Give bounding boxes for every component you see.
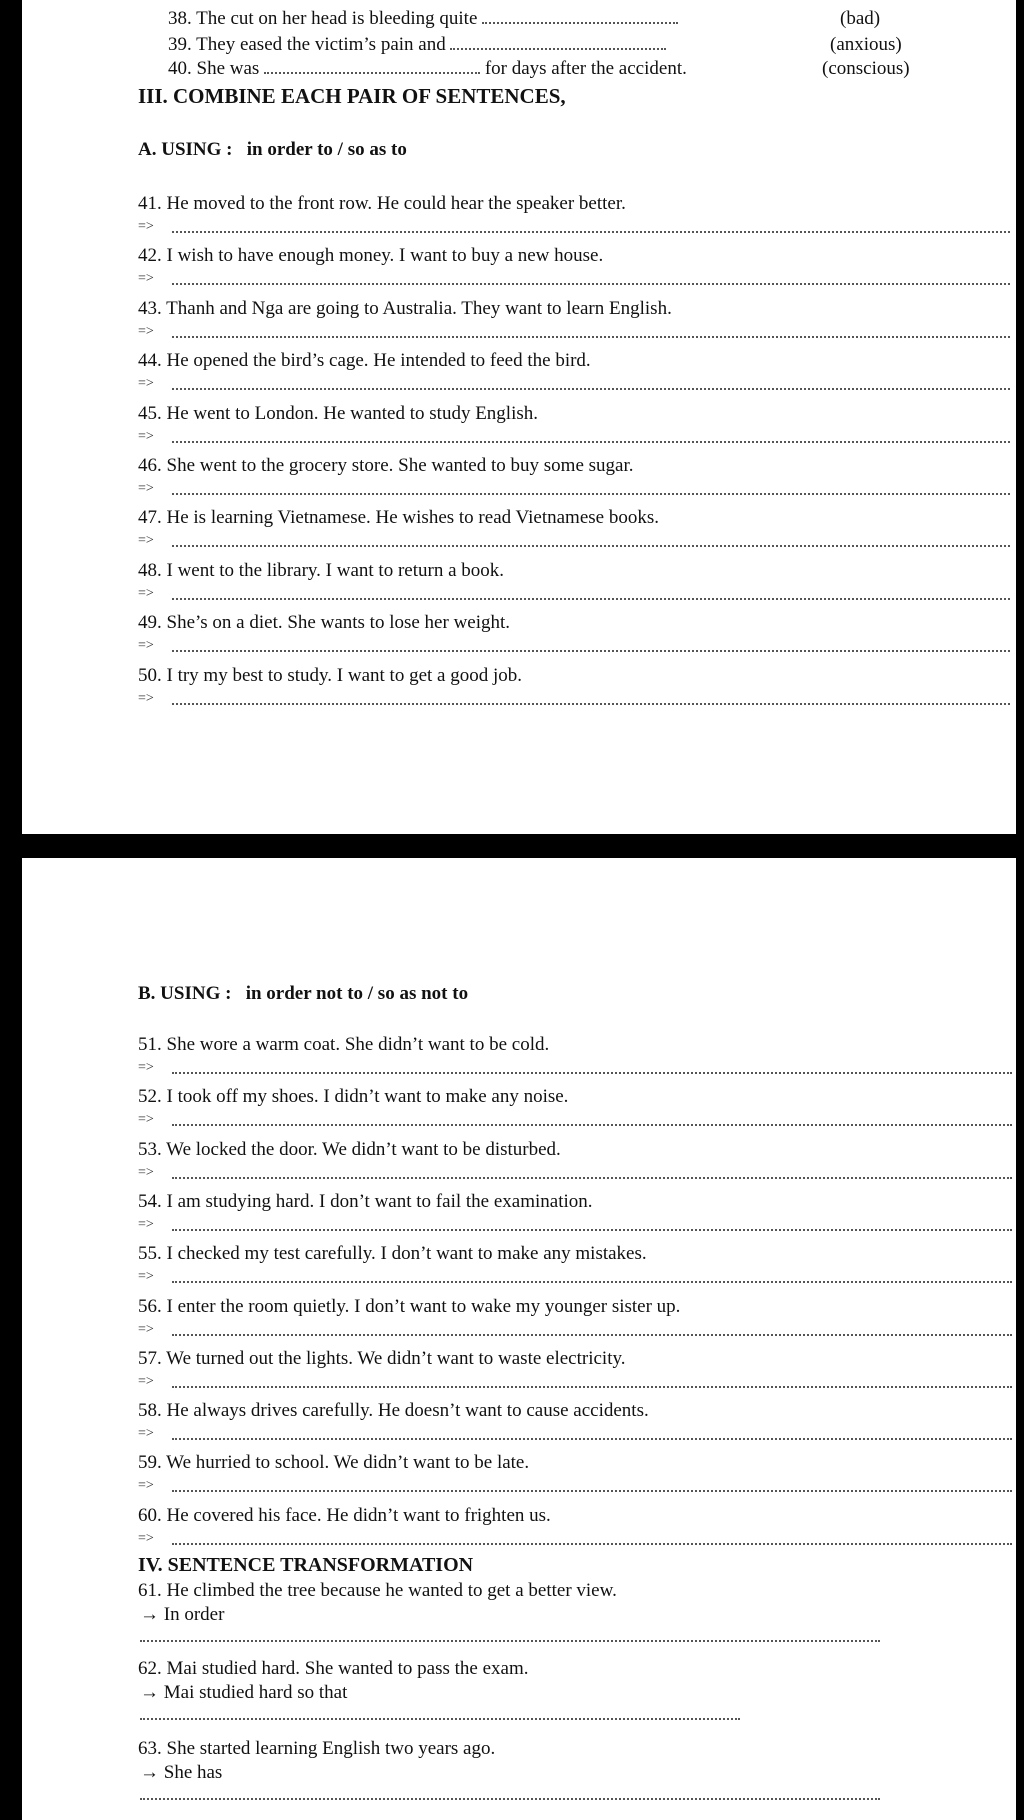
exercise-sentence: 50. I try my best to study. I want to get a good job. <box>138 665 522 686</box>
section-3-title: III. COMBINE EACH PAIR OF SENTENCES, <box>138 84 566 108</box>
answer-line[interactable] <box>172 1177 1012 1179</box>
exercise-sentence: 53. We locked the door. We didn’t want to be disturbed. <box>138 1139 561 1160</box>
answer-arrow: => <box>138 1165 154 1180</box>
answer-arrow: => <box>138 271 154 286</box>
answer-arrow: => <box>138 1217 154 1232</box>
exercise-sentence: 55. I checked my test carefully. I don’t want to make any mistakes. <box>138 1243 647 1264</box>
answer-arrow: => <box>138 1112 154 1127</box>
answer-line[interactable] <box>140 1640 880 1642</box>
answer-line[interactable] <box>172 1543 1012 1545</box>
answer-arrow: => <box>138 1060 154 1075</box>
vocab-item-39: 39. They eased the victim’s pain and <box>168 34 666 56</box>
answer-line[interactable] <box>172 441 1010 443</box>
part-b-heading: B. USING : in order not to / so as not to <box>138 983 469 1004</box>
answer-arrow: => <box>138 1374 154 1389</box>
worksheet-page-1 <box>22 0 1016 834</box>
exercise-sentence: 51. She wore a warm coat. She didn’t want to be cold. <box>138 1034 550 1055</box>
answer-arrow: => <box>138 1322 154 1337</box>
section-4-title: IV. SENTENCE TRANSFORMATION <box>138 1554 474 1576</box>
answer-arrow: => <box>138 219 154 234</box>
transform-prompt: → She has <box>140 1762 223 1783</box>
answer-arrow: => <box>138 638 154 653</box>
answer-arrow: => <box>138 1426 154 1441</box>
exercise-sentence: 44. He opened the bird’s cage. He intended to feed the bird. <box>138 350 591 371</box>
answer-line[interactable] <box>172 1334 1012 1336</box>
answer-line[interactable] <box>172 1124 1012 1126</box>
exercise-sentence: 41. He moved to the front row. He could hear the speaker better. <box>138 193 626 214</box>
vocab-hint-38: (bad) <box>840 8 881 29</box>
answer-line[interactable] <box>172 598 1010 600</box>
exercise-sentence: 43. Thanh and Nga are going to Australia. They want to learn English. <box>138 298 672 319</box>
answer-line[interactable] <box>140 1718 740 1720</box>
answer-blank[interactable] <box>482 8 678 24</box>
vocab-hint-40: (conscious) <box>822 58 910 79</box>
exercise-sentence: 48. I went to the library. I want to return a book. <box>138 560 505 581</box>
exercise-sentence: 56. I enter the room quietly. I don’t want to wake my younger sister up. <box>138 1296 681 1317</box>
answer-line[interactable] <box>172 336 1010 338</box>
answer-line[interactable] <box>172 703 1010 705</box>
exercise-sentence: 54. I am studying hard. I don’t want to fail the examination. <box>138 1191 593 1212</box>
answer-line[interactable] <box>172 1072 1012 1074</box>
answer-line[interactable] <box>172 388 1010 390</box>
answer-arrow: => <box>138 324 154 339</box>
answer-line[interactable] <box>172 1386 1012 1388</box>
answer-arrow: => <box>138 533 154 548</box>
exercise-sentence: 47. He is learning Vietnamese. He wishes to read Vietnamese books. <box>138 507 659 528</box>
answer-blank[interactable] <box>264 58 480 74</box>
answer-arrow: => <box>138 1269 154 1284</box>
worksheet-page-2 <box>22 858 1016 1820</box>
answer-arrow: => <box>138 1478 154 1493</box>
vocab-item-38: 38. The cut on her head is bleeding quite <box>168 8 678 30</box>
answer-line[interactable] <box>172 1281 1012 1283</box>
answer-line[interactable] <box>140 1798 880 1800</box>
answer-arrow: => <box>138 1531 154 1546</box>
exercise-sentence: 45. He went to London. He wanted to study English. <box>138 403 539 424</box>
answer-arrow: => <box>138 691 154 706</box>
exercise-sentence: 46. She went to the grocery store. She wanted to buy some sugar. <box>138 455 634 476</box>
transform-sentence: 61. He climbed the tree because he wanted to get a better view. <box>138 1580 617 1601</box>
exercise-sentence: 49. She’s on a diet. She wants to lose her weight. <box>138 612 511 633</box>
answer-line[interactable] <box>172 1229 1012 1231</box>
exercise-sentence: 60. He covered his face. He didn’t want to frighten us. <box>138 1505 551 1526</box>
exercise-sentence: 58. He always drives carefully. He doesn’t want to cause accidents. <box>138 1400 649 1421</box>
answer-line[interactable] <box>172 545 1010 547</box>
exercise-sentence: 57. We turned out the lights. We didn’t want to waste electricity. <box>138 1348 626 1369</box>
answer-arrow: => <box>138 586 154 601</box>
answer-line[interactable] <box>172 231 1010 233</box>
answer-line[interactable] <box>172 1490 1012 1492</box>
exercise-sentence: 42. I wish to have enough money. I want to buy a new house. <box>138 245 604 266</box>
answer-arrow: => <box>138 429 154 444</box>
transform-prompt: → Mai studied hard so that <box>140 1682 348 1703</box>
vocab-hint-39: (anxious) <box>830 34 902 55</box>
transform-sentence: 63. She started learning English two years ago. <box>138 1738 496 1759</box>
exercise-sentence: 59. We hurried to school. We didn’t want to be late. <box>138 1452 530 1473</box>
answer-arrow: => <box>138 481 154 496</box>
vocab-item-40: 40. She was for days after the accident. <box>168 58 687 79</box>
transform-sentence: 62. Mai studied hard. She wanted to pass the exam. <box>138 1658 529 1679</box>
answer-line[interactable] <box>172 650 1010 652</box>
answer-line[interactable] <box>172 493 1010 495</box>
answer-blank[interactable] <box>450 34 666 50</box>
answer-line[interactable] <box>172 1438 1012 1440</box>
part-a-heading: A. USING : in order to / so as to <box>138 139 407 160</box>
answer-arrow: => <box>138 376 154 391</box>
answer-line[interactable] <box>172 283 1010 285</box>
transform-prompt: → In order <box>140 1604 225 1625</box>
exercise-sentence: 52. I took off my shoes. I didn’t want to make any noise. <box>138 1086 569 1107</box>
